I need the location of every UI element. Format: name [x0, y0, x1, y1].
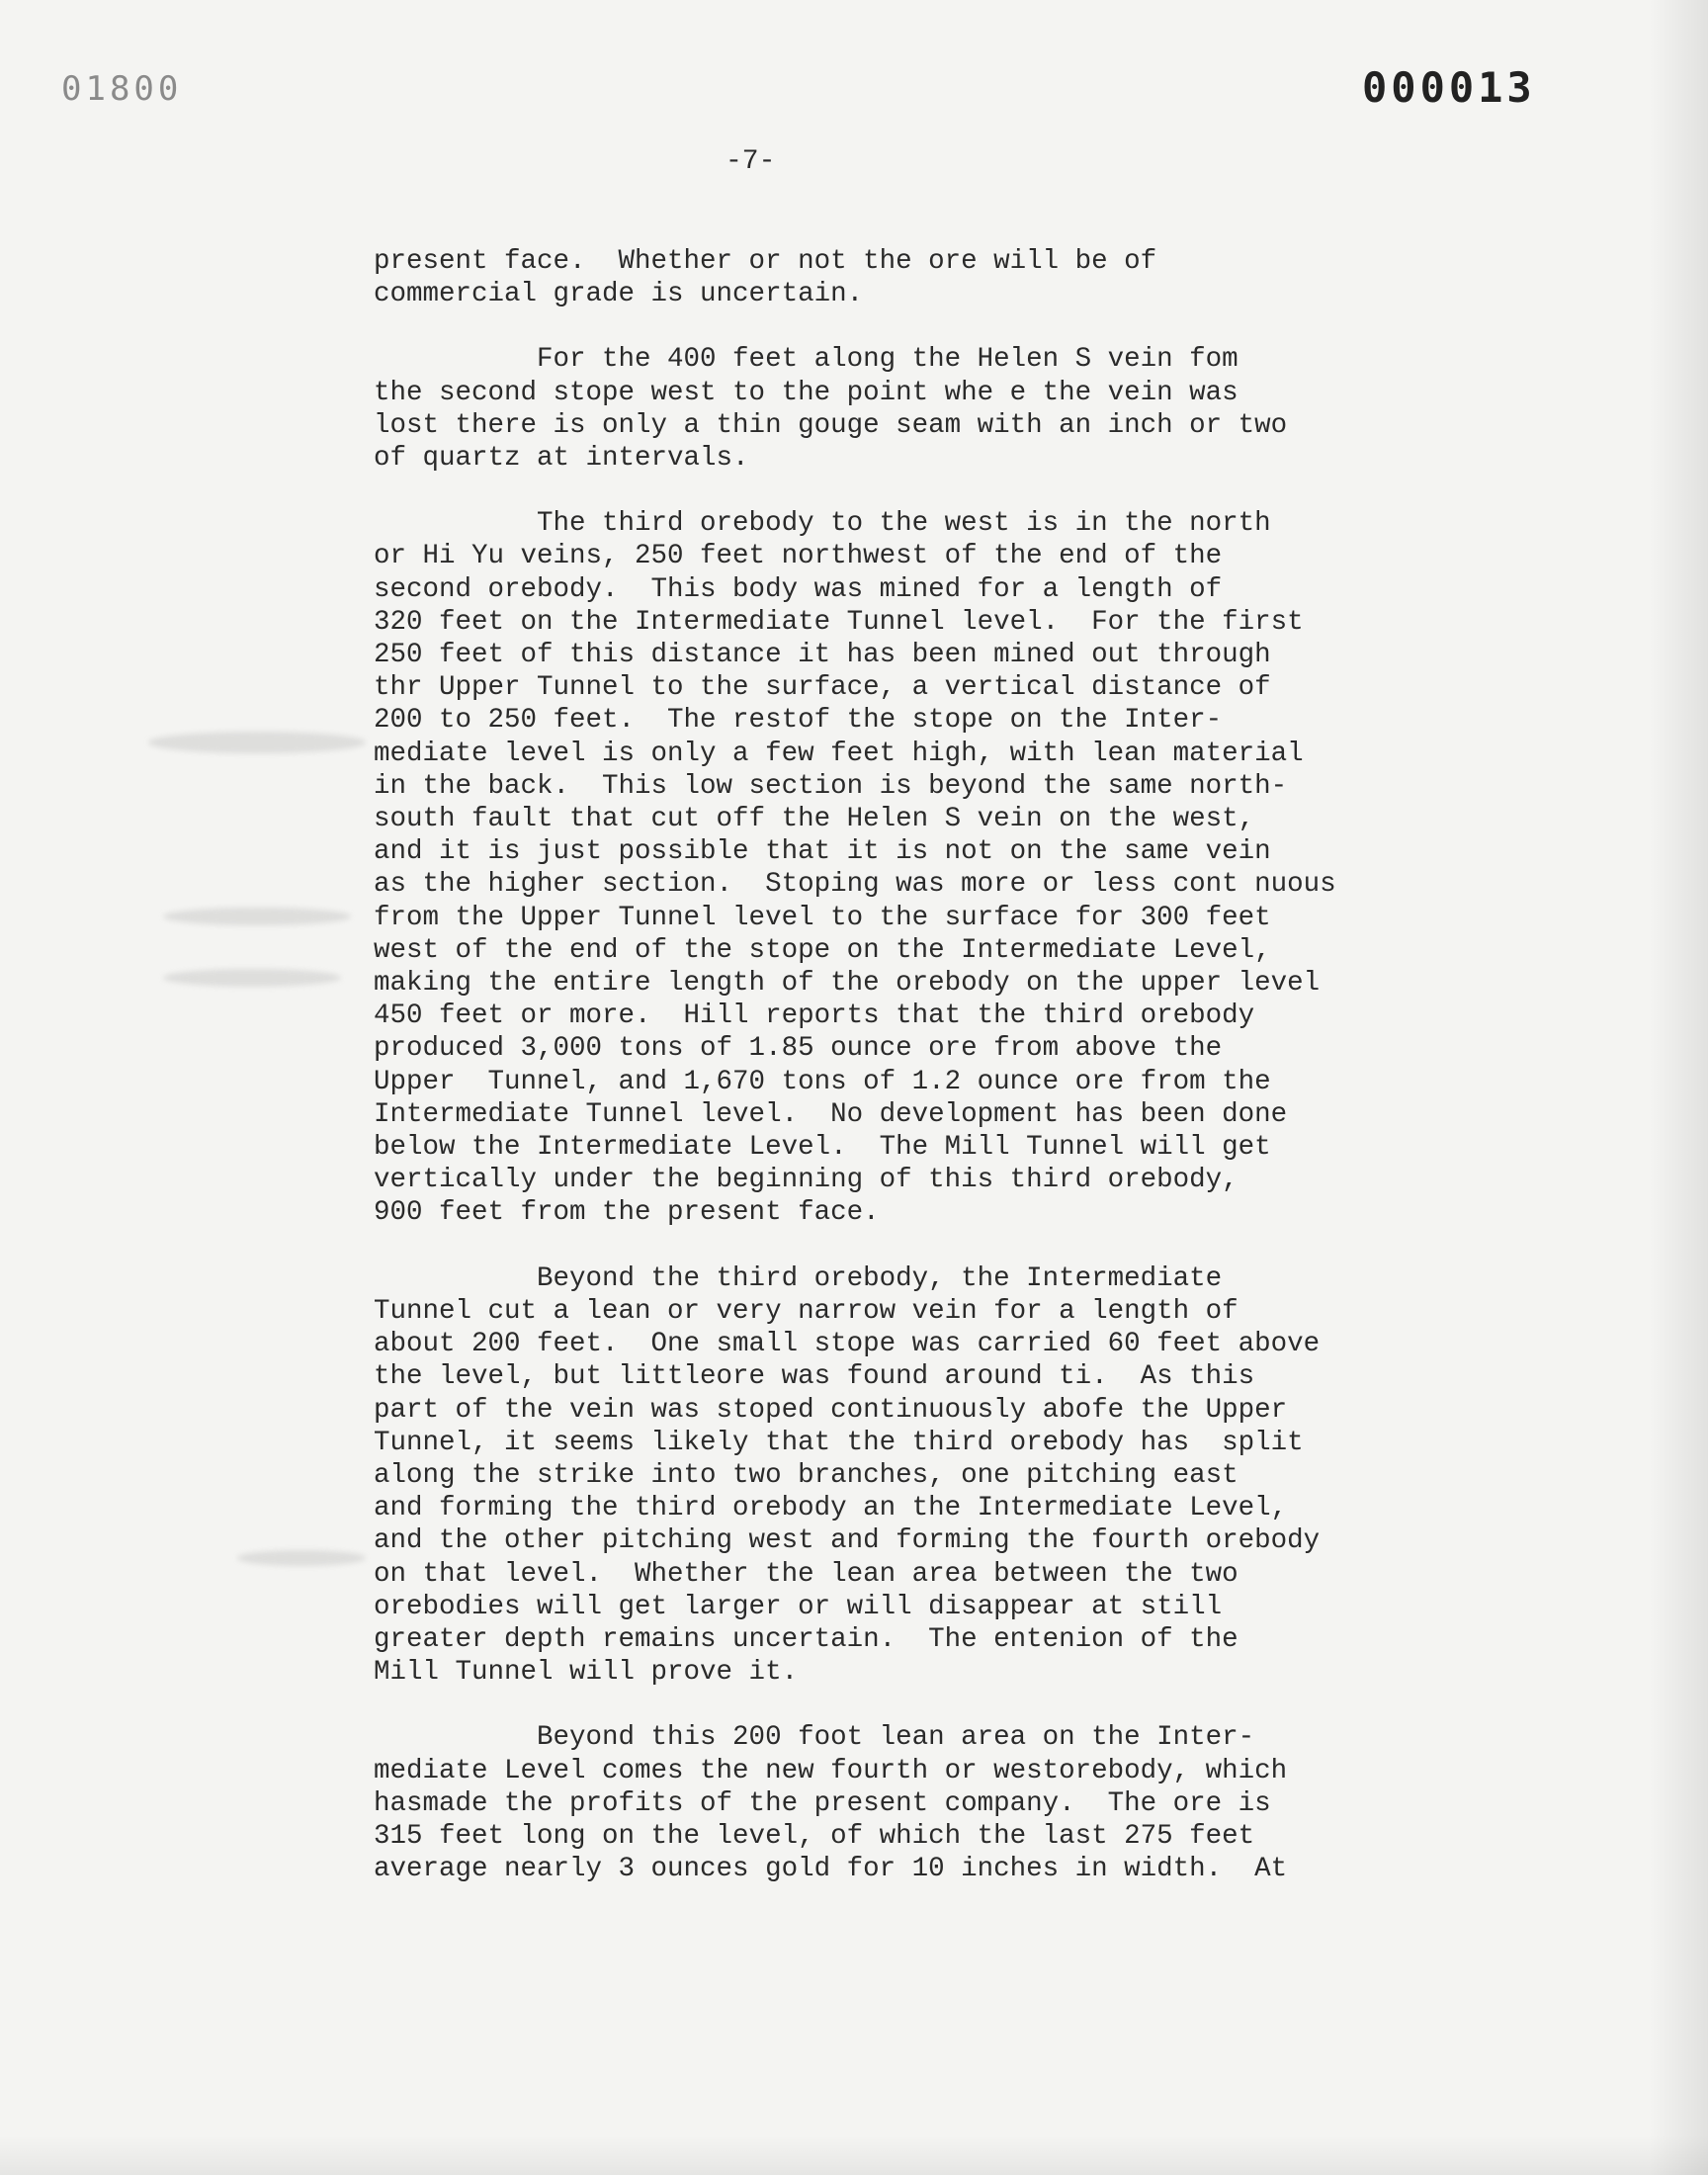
text-line: 315 feet long on the level, of which the last 275 feet [374, 1820, 1255, 1852]
text-line: Upper Tunnel, and 1,670 tons of 1.2 ounce ore from the [374, 1066, 1271, 1097]
text-line: or Hi Yu veins, 250 feet northwest of the end of the [374, 541, 1223, 572]
paragraph [374, 507, 1362, 1229]
text-line: 450 feet or more. Hill reports that the third orebody [374, 1000, 1255, 1032]
text-line: 250 feet of this distance it has been mined out through [374, 640, 1271, 671]
copy-shading-bottom [0, 2135, 1708, 2175]
text-line: making the entire length of the orebody on the upper level [374, 968, 1321, 1000]
text-line: part of the vein was stoped continuously abofe the Upper [374, 1394, 1288, 1426]
page-number: -7- [726, 146, 776, 177]
copy-shading-right [1649, 0, 1708, 2175]
paragraph [374, 1721, 1362, 1885]
text-line: commercial grade is uncertain. [374, 279, 864, 310]
text-line: along the strike into two branches, one pitching east [374, 1459, 1238, 1491]
text-line: average nearly 3 ounces gold for 10 inches in width. At [374, 1854, 1288, 1885]
text-line: about 200 feet. One small stope was carried 60 feet above [374, 1329, 1321, 1360]
text-line: mediate level is only a few feet high, with lean material [374, 738, 1304, 769]
text-line: below the Intermediate Level. The Mill Tunnel will get [374, 1132, 1271, 1164]
text-line: thr Upper Tunnel to the surface, a vertical distance of [374, 672, 1271, 704]
text-line: present face. Whether or not the ore will be of [374, 246, 1157, 277]
smudge-mark [148, 732, 366, 753]
text-line: Intermediate Tunnel level. No development has been done [374, 1098, 1288, 1130]
smudge-mark [163, 969, 341, 987]
text-line: and it is just possible that it is not on the same vein [374, 836, 1271, 868]
paragraph [374, 343, 1362, 475]
text-line: produced 3,000 tons of 1.85 ounce ore from above the [374, 1033, 1223, 1065]
text-line: vertically under the beginning of this third orebody, [374, 1165, 1238, 1196]
text-line: from the Upper Tunnel level to the surface for 300 feet [374, 902, 1271, 933]
body-text [374, 245, 1362, 1918]
text-line: and the other pitching west and forming the fourth orebody [374, 1525, 1321, 1557]
text-line: hasmade the profits of the present company. The ore is [374, 1787, 1271, 1819]
text-line: of quartz at intervals. [374, 443, 749, 475]
text-line: 200 to 250 feet. The restof the stope on the Inter- [374, 705, 1223, 737]
text-line: For the 400 feet along the Helen S vein fom [374, 344, 1238, 376]
text-line: as the higher section. Stoping was more or less cont nuous [374, 869, 1336, 901]
smudge-mark [237, 1550, 366, 1566]
text-line: greater depth remains uncertain. The entenion of the [374, 1623, 1238, 1655]
text-line: Beyond the third orebody, the Intermediate [374, 1262, 1223, 1294]
paragraph [374, 245, 1362, 310]
text-line: 320 feet on the Intermediate Tunnel level. For the first [374, 606, 1304, 638]
text-line: on that level. Whether the lean area between the two [374, 1558, 1238, 1590]
text-line: mediate Level comes the new fourth or westorebody, which [374, 1755, 1288, 1786]
paragraph [374, 1262, 1362, 1690]
text-line: The third orebody to the west is in the north [374, 508, 1271, 540]
archive-stamp-left: 01800 [61, 69, 183, 109]
text-line: in the back. This low section is beyond the same north- [374, 770, 1288, 802]
text-line: Beyond this 200 foot lean area on the Inter- [374, 1722, 1255, 1754]
text-line: second orebody. This body was mined for a length of [374, 573, 1223, 605]
text-line: Mill Tunnel will prove it. [374, 1657, 799, 1689]
smudge-mark [163, 908, 351, 925]
text-line: and forming the third orebody an the Intermediate Level, [374, 1493, 1288, 1524]
text-line: south fault that cut off the Helen S vein on the west, [374, 804, 1255, 835]
text-line: Tunnel cut a lean or very narrow vein for a length of [374, 1295, 1238, 1327]
text-line: the second stope west to the point whe e the vein was [374, 377, 1238, 408]
archive-stamp-right: 000013 [1362, 63, 1536, 112]
text-line: Tunnel, it seems likely that the third orebody has split [374, 1427, 1304, 1458]
text-line: the level, but littleore was found around ti. As this [374, 1361, 1255, 1393]
text-line: orebodies will get larger or will disappear at still [374, 1591, 1223, 1622]
text-line: west of the end of the stope on the Intermediate Level, [374, 934, 1271, 966]
text-line: lost there is only a thin gouge seam with an inch or two [374, 409, 1288, 441]
text-line: 900 feet from the present face. [374, 1197, 880, 1229]
